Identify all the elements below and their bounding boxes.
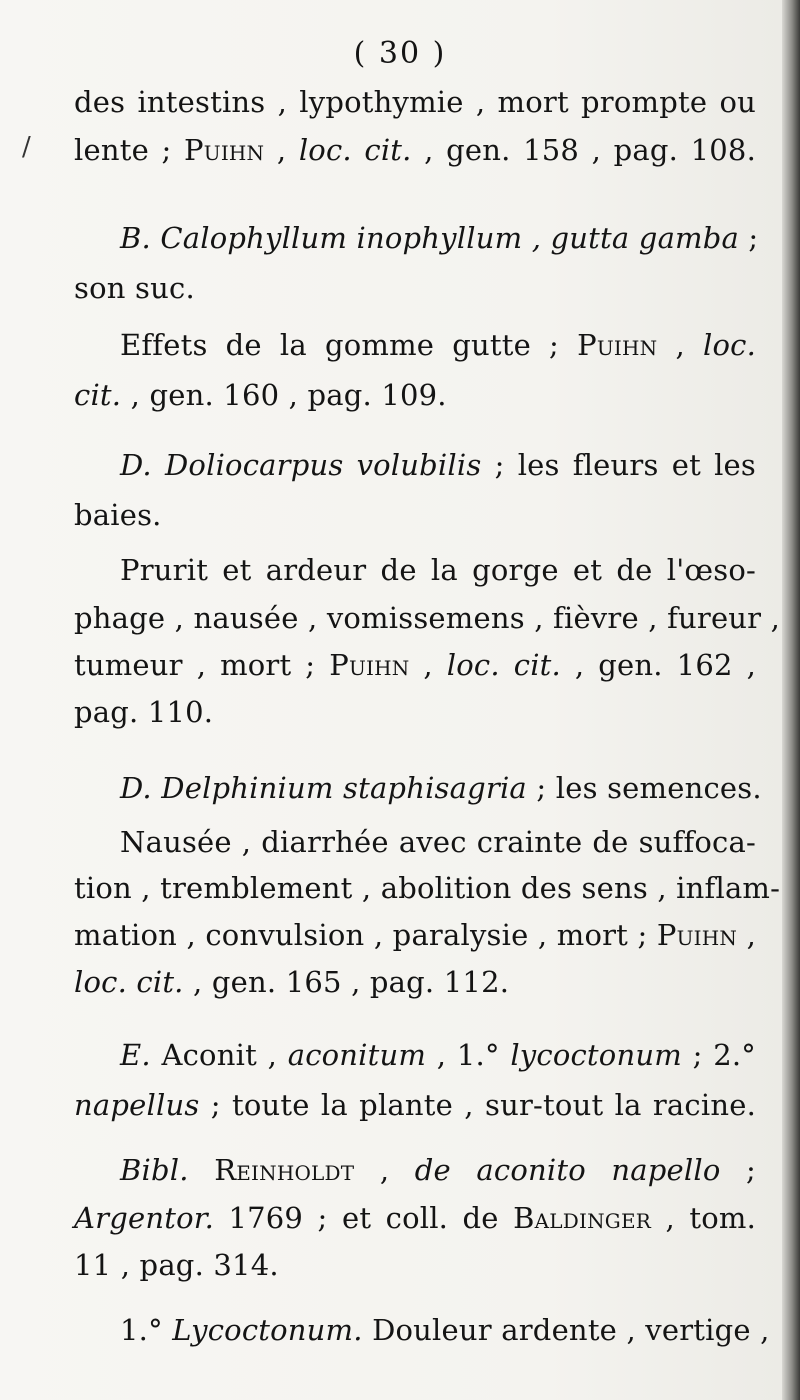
author-name: Baldinger xyxy=(513,1201,652,1235)
author-name: Puihn xyxy=(577,328,658,362)
text-line: loc. cit. , gen. 165 , pag. 112. xyxy=(74,965,510,999)
text-line: 1.° Lycoctonum. Douleur ardente , vertige , xyxy=(120,1313,770,1347)
text-line: Nausée , diarrhée avec crainte de suffoca- xyxy=(120,825,756,859)
text-line: Prurit et ardeur de la gorge et de l'œso- xyxy=(120,553,756,587)
author-name: Puihn xyxy=(184,133,265,167)
italic-text: loc. cit. xyxy=(446,648,561,682)
author-name: Puihn xyxy=(656,918,738,952)
text-line: 11 , pag. 314. xyxy=(74,1248,279,1282)
author-name: Puihn xyxy=(329,648,410,682)
text-line: D. Doliocarpus volubilis ; les fleurs et les xyxy=(120,448,756,482)
italic-text: D. Doliocarpus volubilis xyxy=(120,448,482,482)
italic-text: napellus xyxy=(74,1088,200,1122)
text-line: phage , nausée , vomissemens , fièvre , fureur , xyxy=(74,601,781,635)
italic-text: Lycoctonum. xyxy=(172,1313,363,1347)
text-line: D. Delphinium staphisagria ; les semences. xyxy=(120,771,762,805)
text-line: napellus ; toute la plante , sur-tout la racine. xyxy=(74,1088,756,1122)
italic-text: loc. cit. xyxy=(298,133,412,167)
italic-text: cit. xyxy=(74,378,122,412)
text-line: pag. 110. xyxy=(74,695,214,729)
text-line: son suc. xyxy=(74,271,195,305)
text-line: Bibl. Reinholdt , de aconito napello ; xyxy=(120,1153,756,1187)
italic-text: B. Calophyllum inophyllum , gutta gamba xyxy=(120,221,740,255)
italic-text: Argentor. xyxy=(74,1201,215,1235)
text-line: tumeur , mort ; Puihn , loc. cit. , gen. 162 , xyxy=(74,648,756,682)
text-line: Argentor. 1769 ; et coll. de Baldinger , tom. xyxy=(74,1201,756,1235)
italic-text: loc. cit. xyxy=(74,965,184,999)
italic-text: E. xyxy=(120,1038,151,1072)
page-number: ( 30 ) xyxy=(353,36,447,71)
text-line: lente ; Puihn , loc. cit. , gen. 158 , pag. 108. xyxy=(74,133,756,167)
italic-text: de aconito napello xyxy=(414,1153,721,1187)
italic-text: loc. xyxy=(703,328,756,362)
text-line: des intestins , lypothymie , mort prompte ou xyxy=(74,85,756,119)
text-line: baies. xyxy=(74,498,162,532)
text-line: E. Aconit , aconitum , 1.° lycoctonum ; 2.° xyxy=(120,1038,757,1072)
text-line: cit. , gen. 160 , pag. 109. xyxy=(74,378,447,412)
italic-text: D. Delphinium staphisagria xyxy=(120,771,527,805)
author-name: Reinholdt xyxy=(214,1153,355,1187)
italic-text: Bibl. xyxy=(120,1153,189,1187)
italic-text: aconitum xyxy=(287,1038,427,1072)
text-line: tion , tremblement , abolition des sens , inflam- xyxy=(74,871,781,905)
margin-mark: / xyxy=(22,132,31,162)
text-line: B. Calophyllum inophyllum , gutta gamba ; xyxy=(120,221,759,255)
text-line: Effets de la gomme gutte ; Puihn , loc. xyxy=(120,328,756,362)
italic-text: lycoctonum xyxy=(510,1038,682,1072)
page-edge-shadow xyxy=(782,0,800,1400)
text-line: mation , convulsion , paralysie , mort ; Puihn , xyxy=(74,918,756,952)
